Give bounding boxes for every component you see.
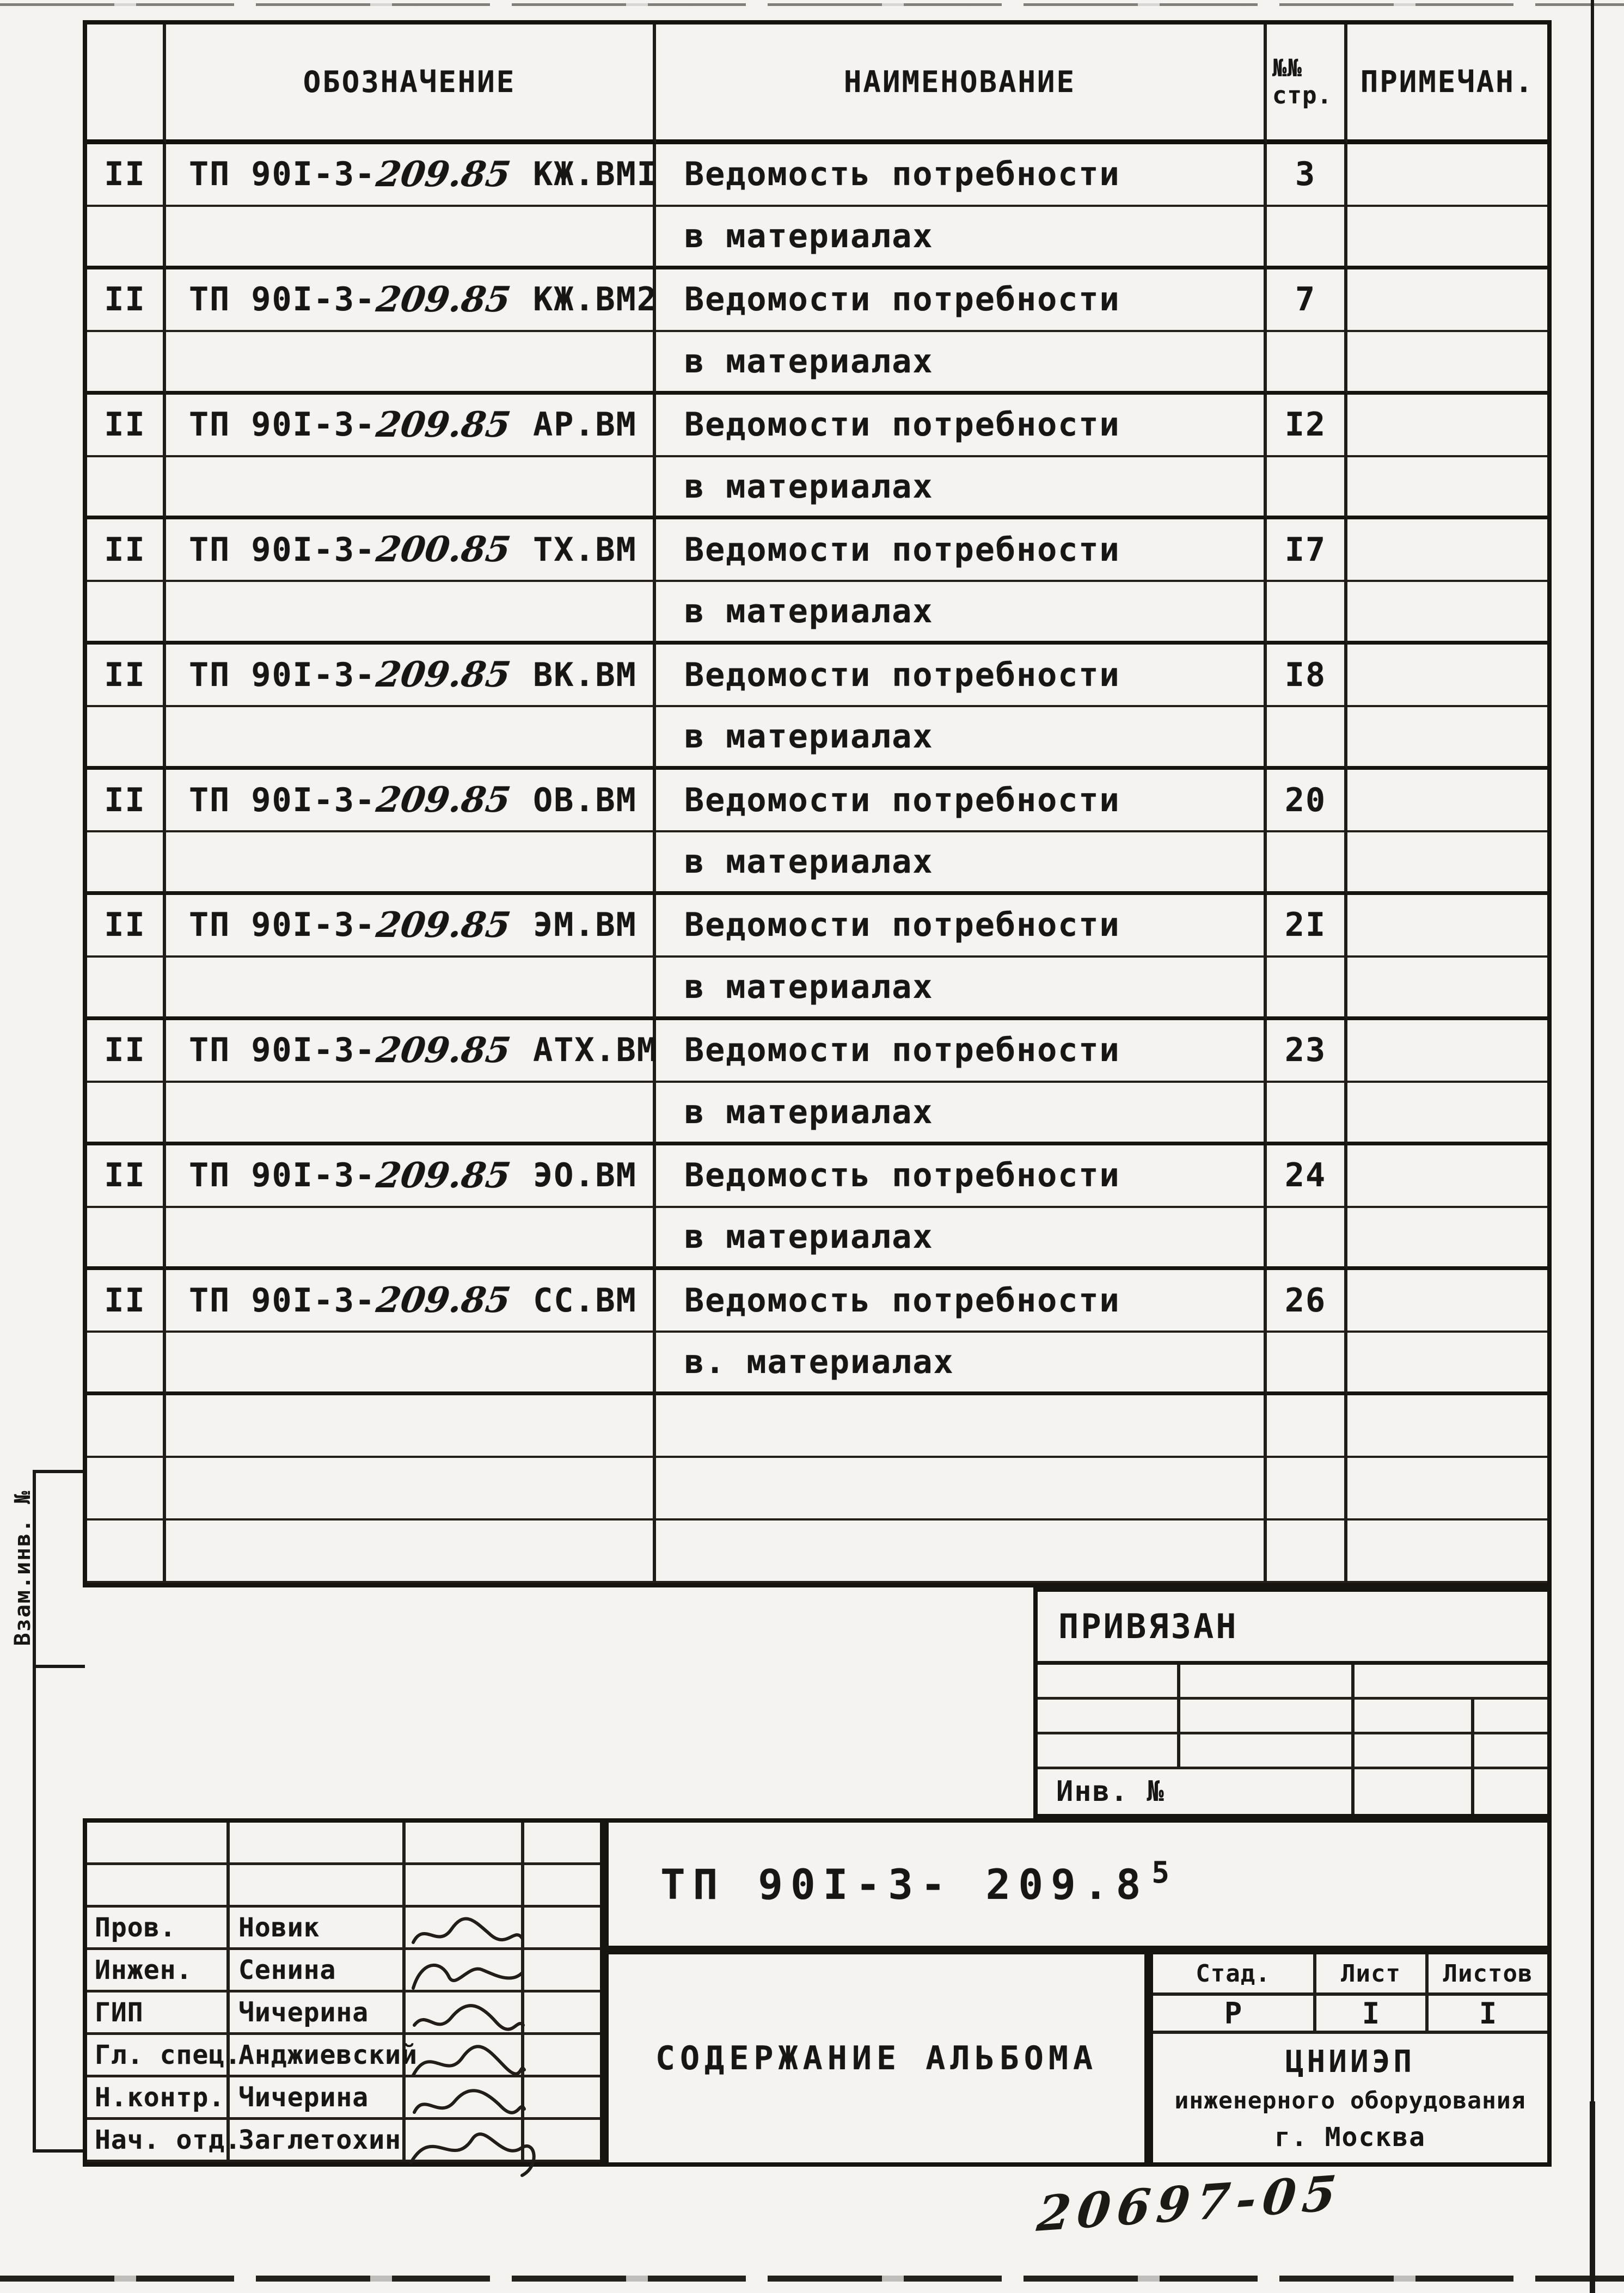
sheets-value: I: [1479, 1996, 1497, 2031]
designation-suffix: ЭМ.ВМ: [512, 906, 637, 945]
signature-row-name: Сенина: [230, 1950, 406, 1992]
privyazan-grid-row: [1038, 1700, 1547, 1734]
page-number-cell: I7: [1267, 519, 1347, 582]
note-cell: [1347, 1208, 1547, 1271]
privyazan-grid-row: [1038, 1734, 1547, 1769]
note-cell: [1347, 895, 1547, 958]
stage-value-row: [1153, 1996, 1547, 2034]
album-title: СОДЕРЖАНИЕ АЛЬБОМА: [655, 2039, 1098, 2077]
col-header-note: ПРИМЕЧАН.: [1347, 24, 1547, 144]
signature-row-position: ГИП: [87, 1992, 230, 2035]
empty-cell: [1347, 1395, 1547, 1458]
margin-vertical-label: Взам.инв. №: [10, 1489, 35, 1646]
note-cell: [1347, 207, 1547, 269]
signature-block: [83, 1818, 604, 2167]
organization-cell: [1153, 2034, 1547, 2162]
stage-value: Р: [1153, 1996, 1316, 2031]
part-number-cell: II: [87, 519, 166, 582]
designation-prefix: ТП 90I-3-: [189, 1156, 376, 1195]
page-number-cell: [1267, 207, 1347, 269]
margin-tick: [33, 1470, 85, 1473]
page-number-cell: 7: [1267, 269, 1347, 332]
grid-cell: [406, 1865, 524, 1908]
designation-cell: [166, 1145, 656, 1208]
signature-cell: [406, 2035, 524, 2077]
designation-handwritten-number: 209.85: [373, 904, 513, 946]
empty-cell: [166, 1395, 656, 1458]
note-cell: [1347, 832, 1547, 895]
designation-prefix: ТП 90I-3-: [189, 1281, 376, 1320]
name-cell: Ведомости потребности: [656, 395, 1267, 457]
designation-cell: [166, 457, 656, 520]
empty-cell: [1267, 1458, 1347, 1521]
grid-cell: [1355, 1769, 1474, 1814]
signature-row-name: Заглетохин: [230, 2120, 406, 2162]
part-number-cell: II: [87, 770, 166, 832]
page-number-cell: [1267, 582, 1347, 645]
signature-row-position: Нач. отд.: [87, 2120, 230, 2162]
grid-cell: [524, 1992, 600, 2035]
part-number-cell: II: [87, 269, 166, 332]
page-number-cell: [1267, 1083, 1347, 1145]
designation-cell: [166, 707, 656, 770]
album-title-cell: [604, 1950, 1149, 2167]
note-cell: [1347, 707, 1547, 770]
scan-edge-top: [0, 3, 1624, 6]
grid-cell: [524, 1950, 600, 1992]
page-number-cell: [1267, 457, 1347, 520]
designation-suffix: КЖ.ВМI: [512, 155, 658, 194]
note-cell: [1347, 1083, 1547, 1145]
page-number-cell: I8: [1267, 645, 1347, 707]
note-cell: [1347, 645, 1547, 707]
page-number-cell: [1267, 707, 1347, 770]
margin-tick: [33, 1665, 85, 1668]
designation-cell: [166, 895, 656, 958]
organization-name: ЦНИИЭП: [1285, 2044, 1415, 2080]
designation-prefix: ТП 90I-3-: [189, 781, 376, 819]
grid-cell: [524, 1908, 600, 1950]
designation-prefix: ТП 90I-3-: [189, 906, 376, 945]
designation-suffix: ВК.ВМ: [512, 655, 637, 694]
designation-cell: [166, 332, 656, 395]
signature-row-name: Анджиевский: [230, 2035, 406, 2077]
designation-cell: [166, 519, 656, 582]
col-header-page-line2: стр.: [1272, 81, 1332, 109]
grid-cell: [524, 1823, 600, 1865]
page-number-cell: I2: [1267, 395, 1347, 457]
designation-suffix: ТХ.ВМ: [512, 530, 637, 569]
signature-row-position: Инжен.: [87, 1950, 230, 1992]
contents-table: [83, 20, 1552, 1587]
part-number-cell: [87, 207, 166, 269]
designation-cell: [166, 395, 656, 457]
page-number-cell: 24: [1267, 1145, 1347, 1208]
grid-cell: [87, 1865, 230, 1908]
note-cell: [1347, 770, 1547, 832]
designation-handwritten-number: 209.85: [373, 654, 513, 696]
designation-cell: [166, 645, 656, 707]
page-number-cell: 20: [1267, 770, 1347, 832]
grid-cell: [87, 1823, 230, 1865]
stage-sheet-block: [1149, 1950, 1552, 2167]
note-cell: [1347, 457, 1547, 520]
designation-suffix: АТХ.ВМ: [512, 1031, 658, 1070]
part-number-cell: [87, 1083, 166, 1145]
signature-row-name: Чичерина: [230, 2077, 406, 2120]
empty-cell: [656, 1521, 1267, 1583]
name-cell: Ведомость потребности: [656, 1145, 1267, 1208]
empty-cell: [1267, 1395, 1347, 1458]
col-header-part: [87, 24, 166, 144]
organization-city: г. Москва: [1274, 2122, 1426, 2153]
name-cell: в материалах: [656, 582, 1267, 645]
grid-cell: [1355, 1665, 1547, 1697]
privyazan-label: ПРИВЯЗАН: [1058, 1607, 1239, 1646]
signature-row-position: Пров.: [87, 1908, 230, 1950]
part-number-cell: II: [87, 895, 166, 958]
name-cell: Ведомости потребности: [656, 1020, 1267, 1083]
name-cell: в материалах: [656, 207, 1267, 269]
col-header-page: [1267, 24, 1347, 144]
page-number-cell: 23: [1267, 1020, 1347, 1083]
signature-mark: [408, 2123, 533, 2170]
note-cell: [1347, 1020, 1547, 1083]
name-cell: в материалах: [656, 1083, 1267, 1145]
designation-handwritten-number: 209.85: [373, 780, 513, 821]
page-number-cell: [1267, 1333, 1347, 1395]
col-header-designation: ОБОЗНАЧЕНИЕ: [166, 24, 656, 144]
stage-header-row: [1153, 1954, 1547, 1996]
page-number-cell: [1267, 332, 1347, 395]
margin-tick: [33, 2149, 85, 2153]
name-cell: Ведомости потребности: [656, 895, 1267, 958]
empty-cell: [1347, 1458, 1547, 1521]
name-cell: Ведомости потребности: [656, 269, 1267, 332]
grid-cell: [524, 1865, 600, 1908]
part-number-cell: II: [87, 144, 166, 207]
col-header-page-line1: №№: [1272, 54, 1302, 83]
part-number-cell: [87, 1208, 166, 1271]
designation-cell: [166, 269, 656, 332]
privyazan-grid-row: [1038, 1665, 1547, 1700]
empty-cell: [87, 1521, 166, 1583]
designation-handwritten-number: 209.85: [373, 1029, 513, 1071]
page-number-cell: [1267, 1208, 1347, 1271]
grid-cell: [524, 2035, 600, 2077]
name-cell: Ведомость потребности: [656, 144, 1267, 207]
grid-cell: [1038, 1665, 1180, 1697]
designation-suffix: СС.ВМ: [512, 1281, 637, 1320]
designation-cell: [166, 144, 656, 207]
part-number-cell: II: [87, 1270, 166, 1333]
page-number-cell: 2I: [1267, 895, 1347, 958]
scan-edge-right: [1591, 0, 1594, 2293]
name-cell: в материалах: [656, 1208, 1267, 1271]
note-cell: [1347, 332, 1547, 395]
empty-cell: [166, 1521, 656, 1583]
scan-edge-right-dark: [1590, 2101, 1595, 2293]
grid-cell: [1038, 1700, 1180, 1732]
empty-cell: [1347, 1521, 1547, 1583]
grid-cell: [1355, 1734, 1474, 1767]
inventory-row: [1038, 1769, 1547, 1814]
page-number-cell: [1267, 958, 1347, 1020]
organization-dept: инженерного оборудования: [1174, 2087, 1526, 2114]
name-cell: в материалах: [656, 457, 1267, 520]
designation-suffix: АР.ВМ: [512, 406, 637, 444]
name-cell: в материалах: [656, 332, 1267, 395]
note-cell: [1347, 1270, 1547, 1333]
grid-cell: [1180, 1665, 1355, 1697]
signature-cell: [406, 2120, 524, 2162]
inventory-cell: [1038, 1769, 1355, 1814]
part-number-cell: [87, 582, 166, 645]
designation-prefix: ТП 90I-3-: [189, 655, 376, 694]
signature-cell: [406, 2077, 524, 2120]
part-number-cell: [87, 1333, 166, 1395]
signature-row-name: Чичерина: [230, 1992, 406, 2035]
handwritten-archive-number: 20697-05: [1034, 2163, 1345, 2243]
part-number-cell: [87, 958, 166, 1020]
designation-prefix: ТП 90I-3-: [189, 280, 376, 319]
designation-cell: [166, 207, 656, 269]
designation-prefix: ТП 90I-3-: [189, 155, 376, 194]
grid-cell: [1474, 1700, 1547, 1732]
grid-cell: [230, 1823, 406, 1865]
designation-cell: [166, 770, 656, 832]
grid-cell: [1180, 1700, 1355, 1732]
designation-handwritten-number: 209.85: [373, 1280, 513, 1321]
grid-cell: [230, 1865, 406, 1908]
note-cell: [1347, 269, 1547, 332]
name-cell: в. материалах: [656, 1333, 1267, 1395]
part-number-cell: II: [87, 645, 166, 707]
grid-cell: [524, 2120, 600, 2162]
signature-cell: [406, 1950, 524, 1992]
note-cell: [1347, 395, 1547, 457]
designation-handwritten-number: 209.85: [373, 1155, 513, 1196]
sheets-label: Листов: [1443, 1959, 1533, 1988]
designation-cell: [166, 1270, 656, 1333]
part-number-cell: [87, 832, 166, 895]
part-number-cell: [87, 332, 166, 395]
grid-cell: [1038, 1734, 1180, 1767]
scan-edge-bottom: [0, 2276, 1624, 2282]
grid-cell: [1180, 1734, 1355, 1767]
name-cell: Ведомости потребности: [656, 770, 1267, 832]
sheet-value: I: [1316, 1996, 1429, 2031]
sheet-label: Лист: [1316, 1954, 1429, 1992]
designation-handwritten-number: 209.85: [373, 404, 513, 445]
designation-cell: [166, 582, 656, 645]
page-number-cell: [1267, 832, 1347, 895]
designation-prefix: ТП 90I-3-: [189, 530, 376, 569]
note-cell: [1347, 958, 1547, 1020]
name-cell: в материалах: [656, 832, 1267, 895]
privyazan-header: [1038, 1592, 1547, 1665]
designation-prefix: ТП 90I-3-: [189, 1031, 376, 1070]
part-number-cell: II: [87, 1145, 166, 1208]
designation-handwritten-number: 209.85: [373, 279, 513, 320]
document-code-cell: [604, 1818, 1552, 1950]
signature-row-name: Новик: [230, 1908, 406, 1950]
privyazan-block: [1033, 1587, 1552, 1818]
designation-suffix: ОВ.ВМ: [512, 781, 637, 819]
designation-cell: [166, 1083, 656, 1145]
empty-cell: [87, 1458, 166, 1521]
page-number-cell: 3: [1267, 144, 1347, 207]
empty-cell: [1267, 1521, 1347, 1583]
name-cell: в материалах: [656, 707, 1267, 770]
document-code: ТП 90I-3- 209.8: [660, 1860, 1149, 1909]
name-cell: в материалах: [656, 958, 1267, 1020]
empty-cell: [656, 1395, 1267, 1458]
designation-cell: [166, 958, 656, 1020]
name-cell: Ведомость потребности: [656, 1270, 1267, 1333]
designation-suffix: ЭО.ВМ: [512, 1156, 637, 1195]
designation-handwritten-number: 209.85: [373, 154, 513, 195]
designation-suffix: КЖ.ВМ2: [512, 280, 658, 319]
grid-cell: [1474, 1734, 1547, 1767]
note-cell: [1347, 1145, 1547, 1208]
designation-cell: [166, 832, 656, 895]
grid-cell: [1474, 1769, 1547, 1814]
empty-cell: [166, 1458, 656, 1521]
empty-cell: [656, 1458, 1267, 1521]
part-number-cell: II: [87, 1020, 166, 1083]
signature-row-position: Гл. спец.: [87, 2035, 230, 2077]
signature-row-position: Н.контр.: [87, 2077, 230, 2120]
signature-cell: [406, 1992, 524, 2035]
inventory-number-label: Инв. №: [1056, 1775, 1165, 1808]
signature-cell: [406, 1908, 524, 1950]
designation-cell: [166, 1333, 656, 1395]
col-header-name: НАИМЕНОВАНИЕ: [656, 24, 1267, 144]
part-number-cell: II: [87, 395, 166, 457]
empty-cell: [87, 1395, 166, 1458]
name-cell: Ведомости потребности: [656, 519, 1267, 582]
name-cell: Ведомости потребности: [656, 645, 1267, 707]
designation-cell: [166, 1208, 656, 1271]
grid-cell: [1355, 1700, 1474, 1732]
designation-handwritten-number: 200.85: [373, 529, 513, 571]
grid-cell: [406, 1823, 524, 1865]
note-cell: [1347, 1333, 1547, 1395]
grid-cell: [524, 2077, 600, 2120]
note-cell: [1347, 582, 1547, 645]
note-cell: [1347, 519, 1547, 582]
designation-prefix: ТП 90I-3-: [189, 406, 376, 444]
part-number-cell: [87, 457, 166, 520]
designation-cell: [166, 1020, 656, 1083]
stage-label: Стад.: [1153, 1954, 1316, 1992]
document-code-suffix: 5: [1151, 1855, 1169, 1890]
note-cell: [1347, 144, 1547, 207]
page-number-cell: 26: [1267, 1270, 1347, 1333]
part-number-cell: [87, 707, 166, 770]
